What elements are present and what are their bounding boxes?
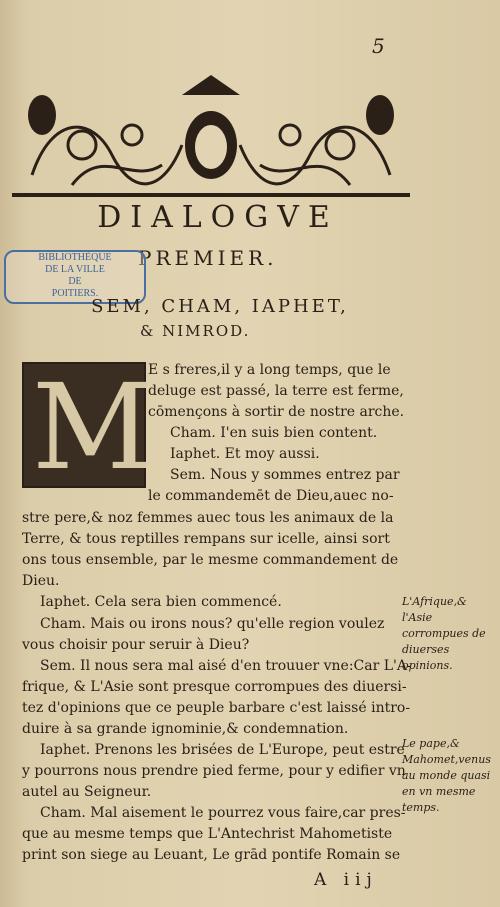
text-line: que au mesme temps que L'Antechrist Mahometiste — [22, 826, 393, 842]
text-line: stre pere,& noz femmes auec tous les animaux de la — [22, 510, 394, 526]
drop-cap-letter: M — [32, 358, 153, 496]
dialogue-subtitle: PREMIER. — [138, 246, 278, 270]
text-line: le commandemēt de Dieu,auec no- — [148, 488, 394, 504]
margin-note: Le pape,& Mahomet,venus au monde quasi en vn mesme temps. — [402, 737, 491, 814]
page-number: 5 — [372, 34, 385, 58]
text-line: ons tous ensemble, par le mesme commandement de — [22, 552, 399, 568]
text-line: E s freres,il y a long temps, que le — [148, 362, 391, 378]
text-line: frique, & L'Asie sont presque corrompues des diuersi- — [22, 679, 407, 695]
text-line: y pourrons nous prendre pied ferme, pour y edifier vn — [22, 763, 406, 779]
signature-mark: A iij — [314, 870, 378, 890]
text-line: Dieu. — [22, 573, 60, 589]
library-stamp: BIBLIOTHÈQUE DE LA VILLE DE POITIERS. — [4, 250, 146, 304]
text-line: Iaphet. Prenons les brisées de L'Europe, peut estre — [40, 742, 405, 758]
dialogue-title: DIALOGVE — [97, 200, 339, 235]
drop-cap-initial — [22, 358, 153, 496]
text-line: print son siege au Leuant, Le grād pontife Romain se — [22, 847, 401, 863]
ornamental-headpiece — [12, 75, 410, 203]
text-line: Cham. Mais ou irons nous? qu'elle region voulez — [40, 616, 385, 632]
text-line: autel au Seigneur. — [22, 784, 152, 800]
text-line: Cham. I'en suis bien content. — [170, 425, 378, 441]
text-line: Cham. Mal aisement le pourrez vous faire,car pres- — [40, 805, 406, 821]
text-line: deluge est passé, la terre est ferme, — [148, 383, 404, 399]
text-line: duire à sa grande ignominie,& condemnation. — [22, 721, 349, 737]
text-line: vous choisir pour seruir à Dieu? — [22, 637, 250, 653]
text-line: Terre, & tous reptilles rempans sur icelle, ainsi sort — [22, 531, 390, 547]
text-line: Sem. Il nous sera mal aisé d'en trouuer vne:Car L'A- — [40, 658, 412, 674]
margin-note: L'Afrique,& l'Asie corrompues de diuerses opinions. — [402, 595, 486, 672]
text-line: cōmençons à sortir de nostre arche. — [148, 404, 405, 420]
speakers-line-2: & NIMROD. — [140, 322, 251, 340]
text-line: Sem. Nous y sommes entrez par — [170, 467, 400, 483]
speakers-line-1: SEM, CHAM, IAPHET, — [91, 296, 349, 317]
text-line: tez d'opinions que ce peuple barbare c'est laissé intro- — [22, 700, 411, 716]
text-line: Iaphet. Cela sera bien commencé. — [40, 594, 282, 610]
text-line: Iaphet. Et moy aussi. — [170, 446, 320, 462]
